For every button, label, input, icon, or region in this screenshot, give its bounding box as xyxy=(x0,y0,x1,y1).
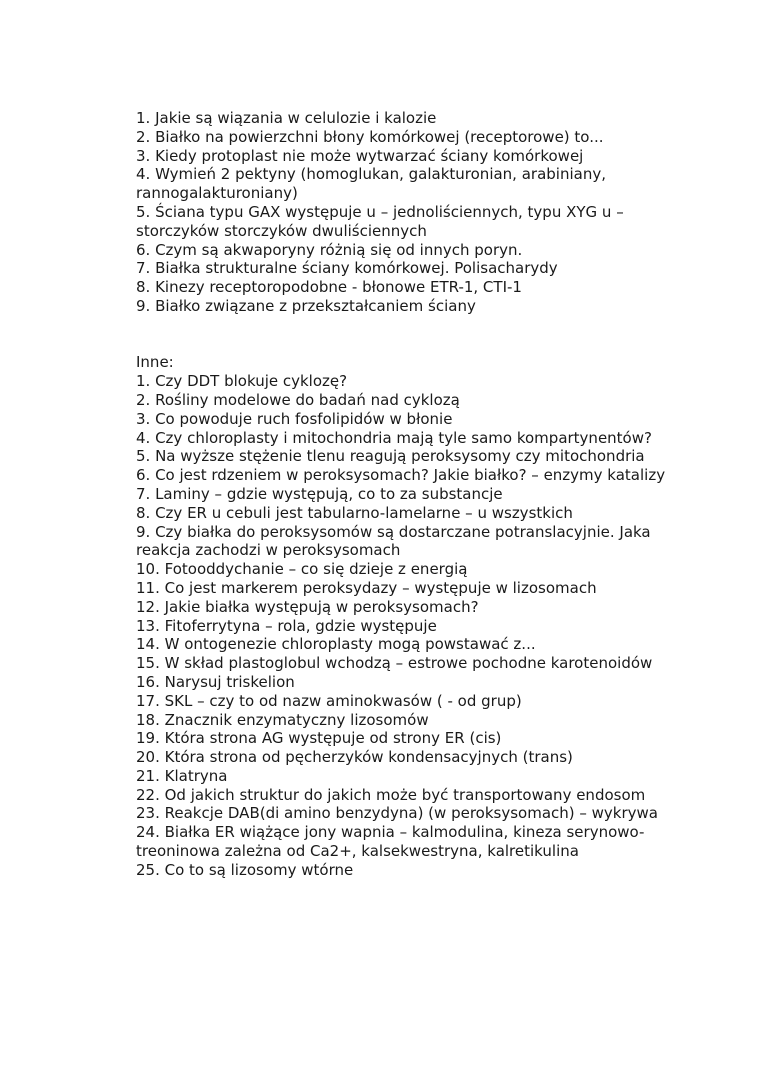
list-item: 13. Fitoferrytyna – rola, gdzie występuje xyxy=(136,616,437,635)
list-item: 23. Reakcje DAB(di amino benzydyna) (w peroksysomach) – wykrywa xyxy=(136,804,658,823)
list-item: 7. Białka strukturalne ściany komórkowej. Polisacharydy xyxy=(136,259,558,278)
list-item: 4. Czy chloroplasty i mitochondria mają tyle samo kompartynentów? xyxy=(136,428,652,447)
section-gap xyxy=(136,316,676,354)
list-item: 3. Co powoduje ruch fosfolipidów w błonie xyxy=(136,409,453,428)
list-item: 3. Kiedy protoplast nie może wytwarzać ściany komórkowej xyxy=(136,146,584,165)
document-content xyxy=(136,109,676,880)
list-item: 14. W ontogenezie chloroplasty mogą powstawać z... xyxy=(136,635,536,654)
list-item: 9. Czy białka do peroksysomów są dostarczane potranslacyjnie. Jaka reakcja zachodzi w peroksysomach xyxy=(136,522,651,560)
list-item: 12. Jakie białka występują w peroksysomach? xyxy=(136,597,479,616)
list-item: 19. Która strona AG występuje od strony ER (cis) xyxy=(136,729,502,748)
list-item: 17. SKL – czy to od nazw aminokwasów ( - od grup) xyxy=(136,691,522,710)
list-item: 8. Kinezy receptoropodobne - błonowe ETR-1, CTI-1 xyxy=(136,278,522,297)
list-item: 15. W skład plastoglobul wchodzą – estrowe pochodne karotenoidów xyxy=(136,654,653,673)
list-item: 2. Rośliny modelowe do badań nad cyklozą xyxy=(136,390,460,409)
list-item: 10. Fotooddychanie – co się dzieje z energią xyxy=(136,560,468,579)
list-item: 22. Od jakich struktur do jakich może być transportowany endosom xyxy=(136,785,646,804)
list-item: 6. Czym są akwaporyny różnią się od innych poryn. xyxy=(136,240,523,259)
list-item: 25. Co to są lizosomy wtórne xyxy=(136,860,354,879)
list-item: 8. Czy ER u cebuli jest tabularno-lamelarne – u wszystkich xyxy=(136,503,573,522)
question-list-cell-wall xyxy=(136,109,676,316)
list-item: 21. Klatryna xyxy=(136,766,228,785)
list-item: 1. Jakie są wiązania w celulozie i kalozie xyxy=(136,109,437,127)
list-item: 5. Ściana typu GAX występuje u – jednoliściennych, typu XYG u – storczyków storczyków dwuliściennych xyxy=(136,202,624,240)
list-item: 11. Co jest markerem peroksydazy – występuje w lizosomach xyxy=(136,578,597,597)
list-item: 5. Na wyższe stężenie tlenu reagują peroksysomy czy mitochondria xyxy=(136,447,645,466)
list-item: 9. Białko związane z przekształcaniem ściany xyxy=(136,296,476,315)
list-item: 6. Co jest rdzeniem w peroksysomach? Jakie białko? – enzymy katalizy xyxy=(136,466,666,485)
list-item: 20. Która strona od pęcherzyków kondensacyjnych (trans) xyxy=(136,748,573,767)
list-item: 7. Laminy – gdzie występują, co to za substancje xyxy=(136,484,503,503)
list-item: 2. Białko na powierzchni błony komórkowej (receptorowe) to... xyxy=(136,127,604,146)
question-list-other xyxy=(136,372,676,880)
section-title-other: Inne: xyxy=(136,353,174,372)
list-item: 24. Białka ER wiążące jony wapnia – kalmodulina, kineza serynowo-treoninowa zależna od Ca2+, kalsekwestryna, kalretikulina xyxy=(136,823,645,861)
list-item: 18. Znacznik enzymatyczny lizosomów xyxy=(136,710,429,729)
list-item: 16. Narysuj triskelion xyxy=(136,672,295,691)
list-item: 1. Czy DDT blokuje cyklozę? xyxy=(136,372,348,391)
list-item: 4. Wymień 2 pektyny (homoglukan, galakturonian, arabiniany, rannogalakturoniany) xyxy=(136,165,606,203)
